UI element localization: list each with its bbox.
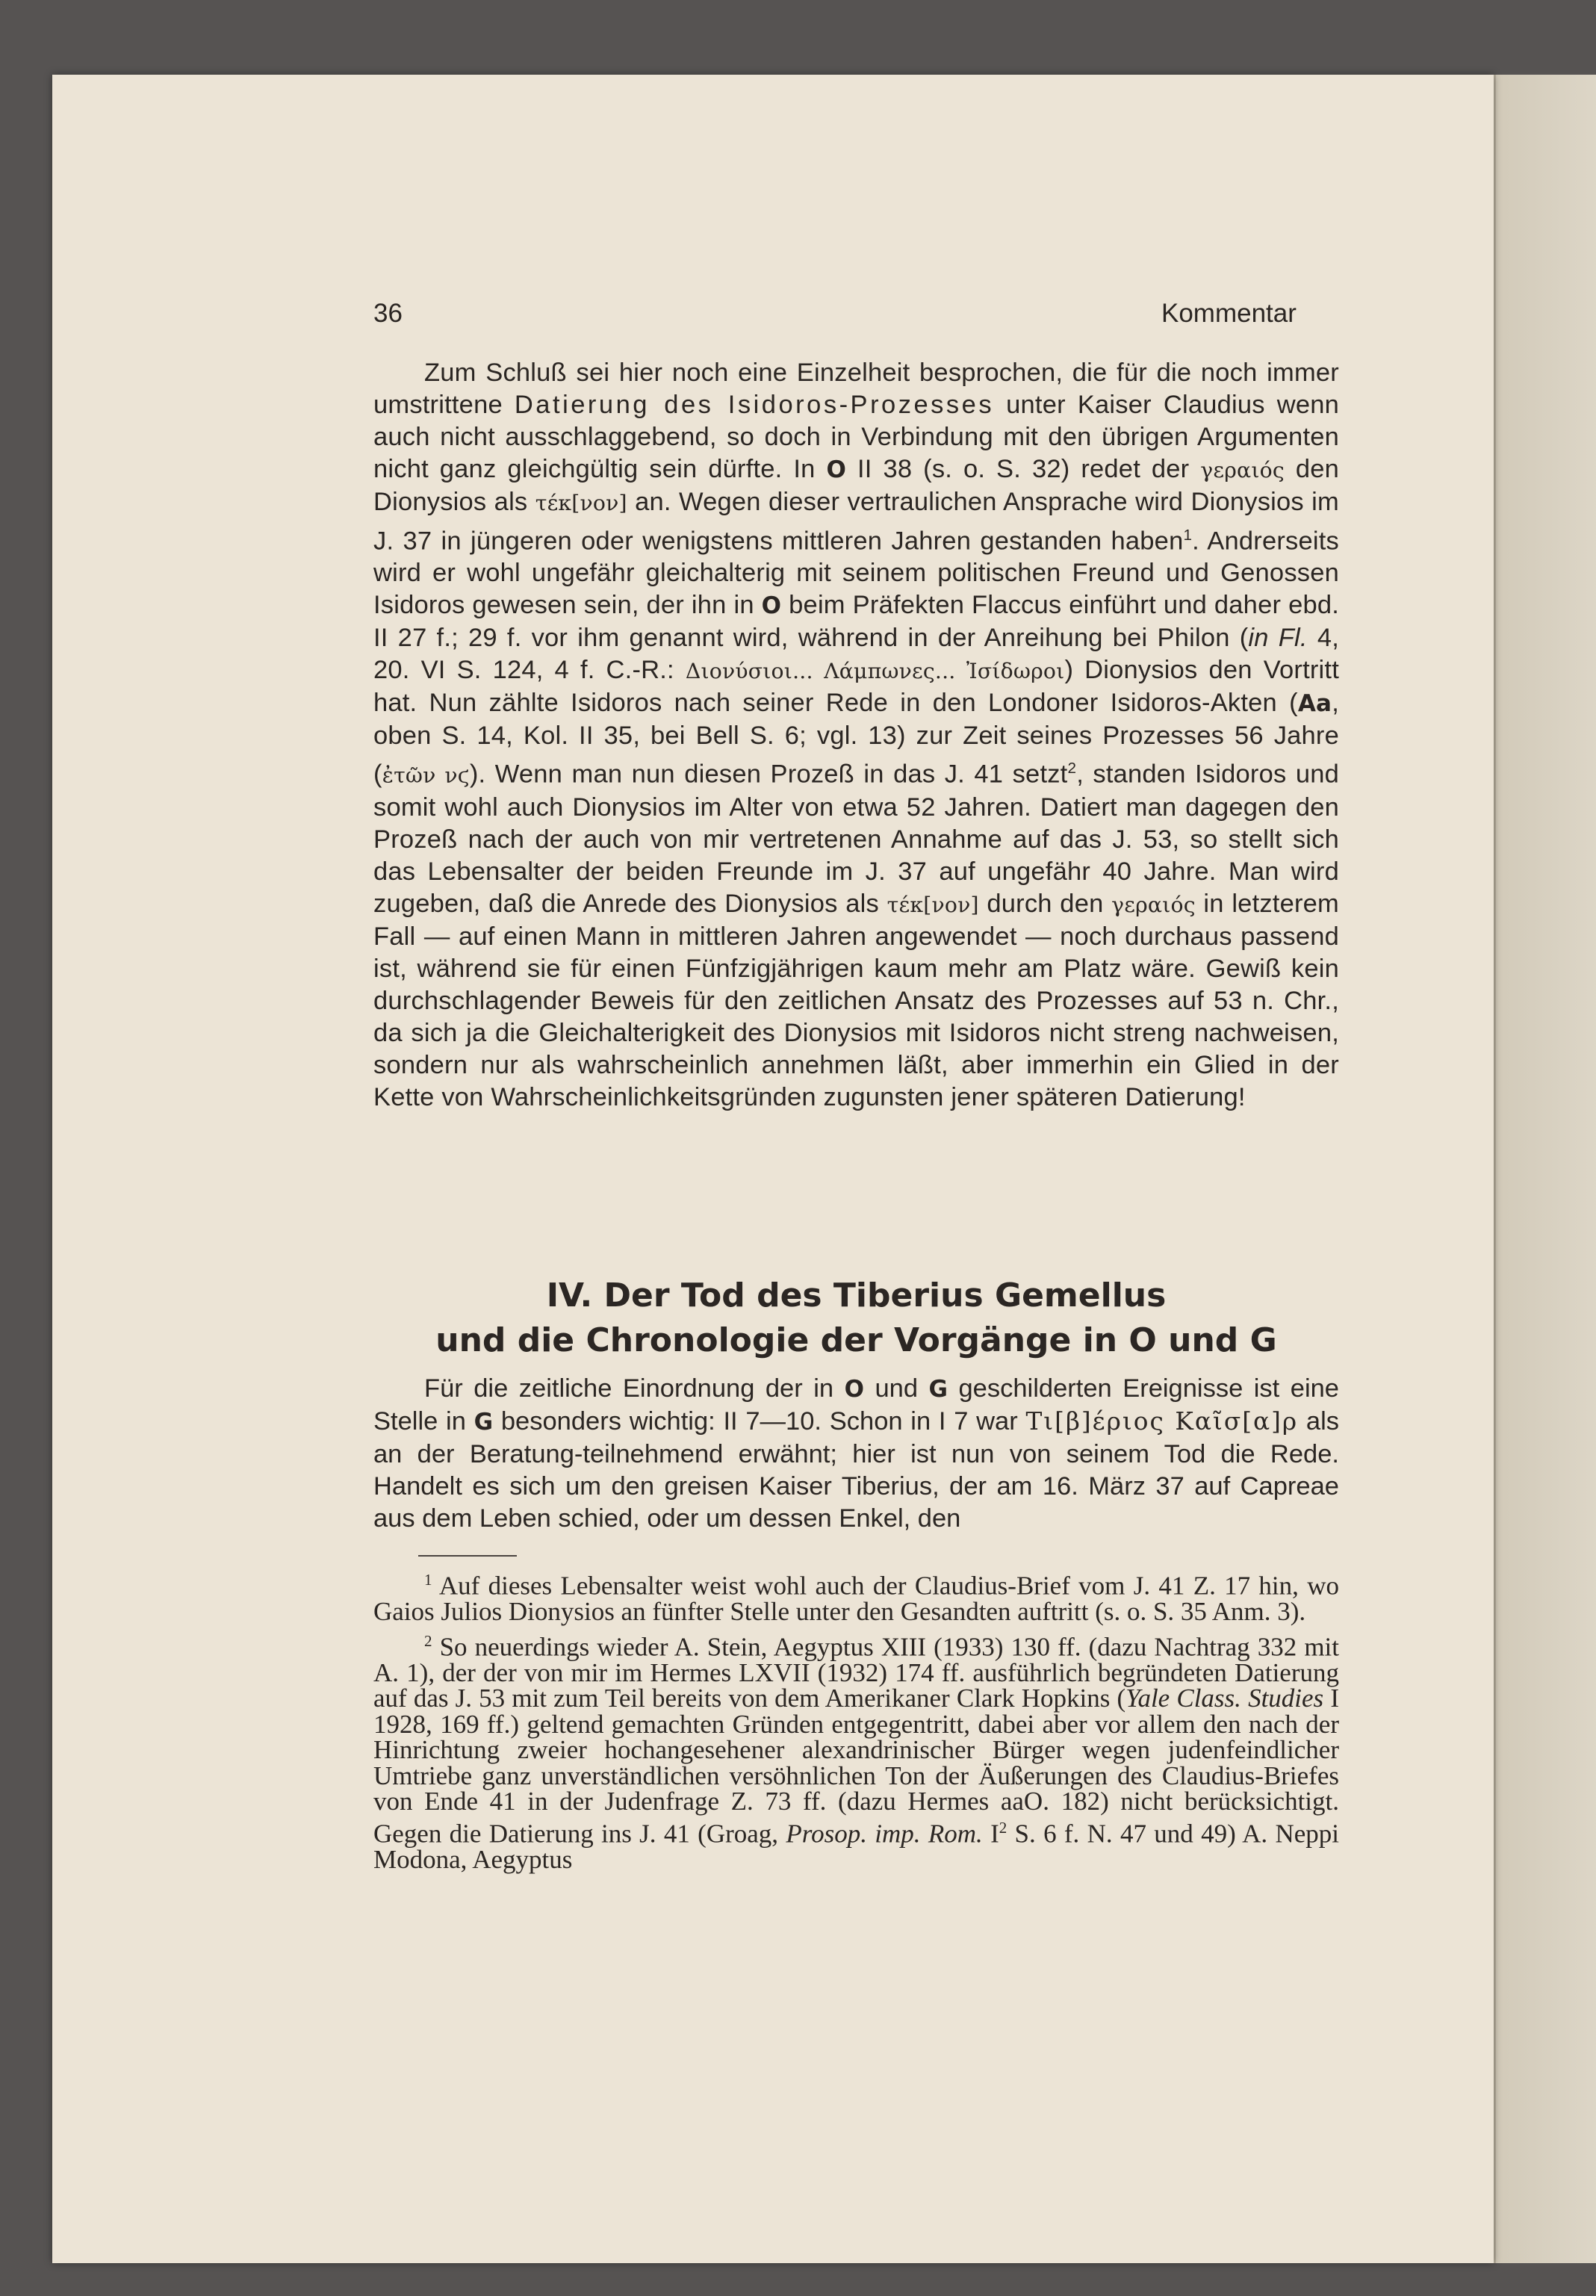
siglum-O: O xyxy=(844,1376,864,1403)
text-run: und xyxy=(863,1374,929,1403)
facing-page-edge xyxy=(1494,75,1596,2263)
text-run: unter Kaiser Claudius wenn auch nicht ausschlaggebend, so doch in Verbindung mit den übrigen Argumenten nicht ganz gleichgültig sein dürfte. In xyxy=(373,391,1339,483)
section-heading xyxy=(373,1273,1339,1363)
section-title-line: und die Chronologie der Vorgänge in O und G xyxy=(435,1321,1277,1359)
text-run: geschilderten Ereignisse ist eine Stelle in xyxy=(373,1374,1339,1436)
footnote-2 xyxy=(373,1628,1339,1873)
text-run: beim Präfekten Flaccus einführt und daher ebd. II 27 f.; 29 f. vor ihm genannt wird, während in der Anreihung bei Philon ( xyxy=(373,591,1340,653)
footnote-1 xyxy=(373,1567,1339,1625)
greek-word: τέκ[νον] xyxy=(887,892,979,917)
footnotes xyxy=(373,1567,1339,1875)
footnote-divider xyxy=(418,1555,517,1557)
text-run: Für die zeitliche Einordnung der in xyxy=(424,1374,845,1403)
text-run: ) Dionysios den Vortritt hat. Nun zählte Isidoros nach seiner Rede in den Londoner Isidoros-Akten ( xyxy=(373,656,1339,718)
text-run: Zum Schluß sei hier noch eine Einzelheit besprochen, die für die noch immer umstrittene xyxy=(373,359,1339,419)
footnote-ref: 1 xyxy=(1183,527,1193,544)
text-run: an. Wegen dieser vertraulichen Ansprache wird Dionysios im J. 37 in jüngeren oder wenigstens mittleren Jahren gestanden haben xyxy=(373,488,1339,556)
text-run: I 1928, 169 ff.) geltend gemachten Gründen entgegentritt, dabei aber vor allem den nach der Hinrichtung zweier hochangesehener alexandrinischer Bürger wegen judenfeindlicher Umtriebe ganz unverständlichen versöhnlichen Ton der Äußerungen des Claudius-Briefes von Ende 41 in der Judenfrage Z. 73 ff. (dazu Hermes aaO. 182) nicht berücksichtigt. Gegen die Datierung ins J. 41 (Groag, xyxy=(373,1684,1339,1849)
text-run: in letzterem Fall — auf einen Mann in mittleren Jahren angewendet — noch durchaus passend ist, während sie für einen Fünfzigjährigen kaum mehr am Platz wäre. Gewiß kein durchschlagender Beweis für den zeitlichen Ansatz des Prozesses auf 53 n. Chr., da sich ja die Gleichalterigkeit des Dionysios mit Isidoros nicht streng nachweisen, sondern nur als wahrscheinlich annehmen läßt, aber immerhin ein Glied in der Kette von Wahrscheinlichkeitsgründen zugunsten jener späteren Datierung! xyxy=(373,889,1339,1111)
siglum-O: O xyxy=(761,592,782,620)
siglum-O: O xyxy=(826,456,847,483)
text-run: II 38 (s. o. S. 32) redet der xyxy=(846,455,1201,483)
text-run: besonders wichtig: II 7—10. Schon in I 7 war xyxy=(493,1407,1026,1436)
text-run: S. 6 f. N. 47 und 49) A. Neppi Modona, Aegyptus xyxy=(373,1819,1340,1874)
siglum-G: G xyxy=(928,1376,948,1403)
text-run: den Dionysios als xyxy=(373,455,1339,516)
siglum-Aa: Aa xyxy=(1297,690,1332,718)
footnote-marker: 2 xyxy=(424,1631,432,1650)
siglum-G: G xyxy=(473,1409,494,1436)
text-run: 4, 20. VI S. 124, 4 f. C.-R.: xyxy=(373,624,1340,685)
text-run: I xyxy=(982,1819,999,1849)
greek-word: γεραιός xyxy=(1111,892,1196,917)
text-run: So neuerdings wieder A. Stein, Aegyptus XIII (1933) 130 ff. (dazu Nachtrag 332 mit A. 1), der der von mir im Hermes LXVII (1932) 174 ff. ausführlich begründeten Datierung auf das J. 53 mit zum Teil bereits von dem Amerikaner Clark Hopkins ( xyxy=(373,1632,1339,1713)
text-run: , standen Isidoros und somit wohl auch Dionysios im Alter von etwa 52 Jahren. Datiert man dagegen den Prozeß nach der auch von mir vertretenen Annahme auf das J. 53, so stellt sich das Lebensalter der beiden Freunde im J. 37 auf ungefähr 40 Jahre. Man wird zugeben, daß die Anrede des Dionysios als xyxy=(373,760,1340,918)
spaced-term: Datierung des Isidoros-Prozesses xyxy=(514,391,995,419)
text-run: durch den xyxy=(978,889,1112,918)
greek-word: ἐτῶν νϛ xyxy=(382,763,470,788)
greek-quote: Διονύσιοι... Λάμπωνες... Ἰσίδωροι xyxy=(685,659,1065,684)
italic-citation: Prosop. imp. Rom. xyxy=(786,1819,983,1849)
italic-citation: in Fl. xyxy=(1248,624,1308,653)
commentary-paragraph xyxy=(373,357,1339,1114)
page-header xyxy=(373,299,1344,336)
text-run: als an der Beratung-teilnehmend erwähnt; hier ist nun von seinem Tod die Rede. Handelt es sich um den greisen Kaiser Tiberius, der am 16. März 37 auf Capreae aus dem Leben schied, oder um dessen Enkel, den xyxy=(373,1407,1340,1533)
footnote-ref: 2 xyxy=(1067,760,1077,778)
greek-quote: Τι[β]έριος Καῖσ[α]ρ xyxy=(1025,1407,1299,1436)
greek-word: τέκ[νον] xyxy=(535,491,627,515)
section-paragraph xyxy=(373,1373,1339,1535)
text-run: , oben S. 14, Kol. II 35, bei Bell S. 6; vgl. 13) zur Zeit seines Prozesses 56 Jahre ( xyxy=(373,689,1339,789)
italic-citation: Yale Class. Studies xyxy=(1125,1684,1324,1713)
page-number: 36 xyxy=(373,299,403,328)
footnote-marker: 1 xyxy=(424,1571,432,1589)
text-run: . Andrerseits wird er wohl ungefähr gleichalterig mit seinem politischen Freund und Genossen Isidoros gewesen sein, der ihn in xyxy=(373,527,1339,620)
section-title-line: IV. Der Tod des Tiberius Gemellus xyxy=(546,1276,1167,1315)
text-run: Auf dieses Lebensalter weist wohl auch der Claudius-Brief vom J. 41 Z. 17 hin, wo Gaios Julios Dionysios an fünfter Stelle unter den Gesandten auftritt (s. o. S. 35 Anm. 3). xyxy=(373,1571,1339,1627)
greek-word: γεραιός xyxy=(1200,458,1285,483)
superscript: 2 xyxy=(999,1818,1007,1837)
text-run: ). Wenn man nun diesen Prozeß in das J. 41 setzt xyxy=(469,760,1068,789)
running-title: Kommentar xyxy=(1161,299,1297,328)
